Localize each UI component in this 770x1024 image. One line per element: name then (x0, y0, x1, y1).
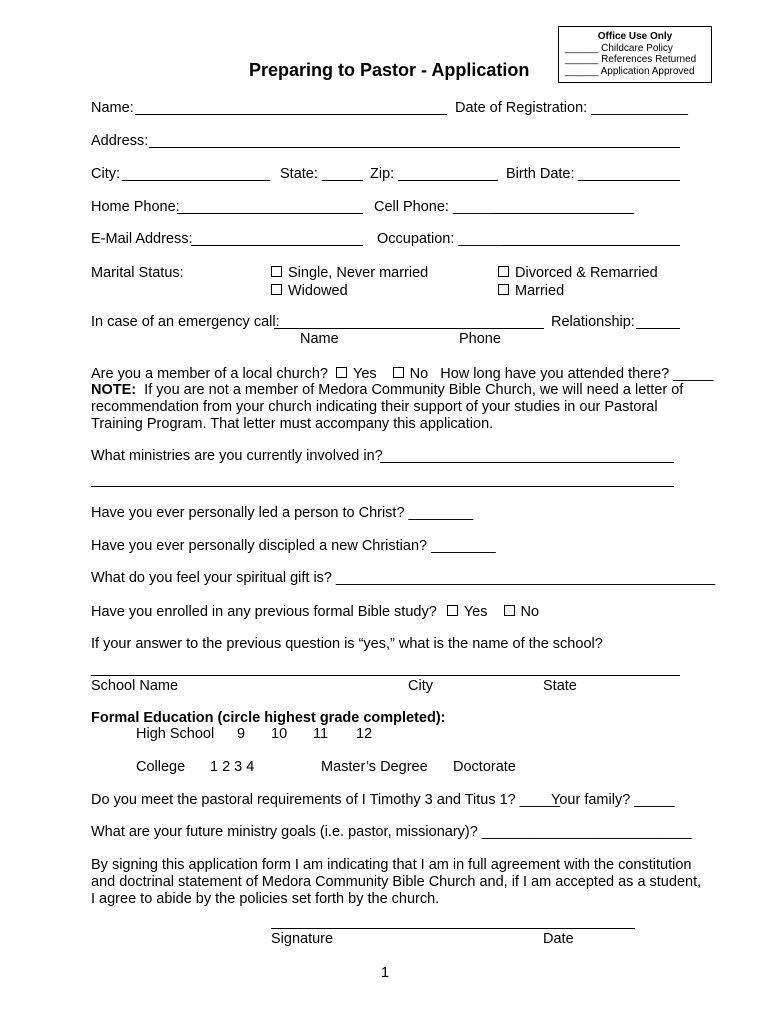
signature-caption: Signature (271, 931, 334, 947)
home-phone-label: Home Phone: (91, 199, 180, 215)
emergency-phone-caption: Phone (459, 331, 501, 347)
checkbox-yes-icon[interactable] (447, 605, 458, 616)
office-use-box (558, 26, 712, 83)
state-field[interactable] (322, 180, 363, 181)
city-field[interactable] (122, 180, 270, 181)
date-of-registration-label: Date of Registration: ____________ (455, 100, 688, 116)
agreement-line-2: and doctrinal statement of Medora Community Bible Church and, if I am accepted as a student, (91, 874, 702, 890)
page-title: Preparing to Pastor - Application (249, 60, 530, 80)
checkbox-icon[interactable] (498, 284, 509, 295)
led-question: Have you ever personally led a person to Christ? ________ (91, 505, 474, 521)
school-name-caption: School Name (91, 678, 179, 694)
attended-question: How long have you attended there? _____ (440, 366, 714, 382)
name-label: Name: (91, 100, 134, 116)
marital-option-married[interactable]: Married (498, 283, 564, 300)
marital-option-single[interactable]: Single, Never married (271, 265, 428, 282)
timothy-question: Do you meet the pastoral requirements of I Timothy 3 and Titus 1? _____ (91, 792, 561, 808)
relationship-label: Relationship: (551, 314, 635, 330)
college-label: College (136, 759, 186, 775)
cell-phone-field[interactable] (494, 213, 634, 214)
birth-date-field[interactable] (578, 180, 680, 181)
emergency-label: In case of an emergency call: (91, 314, 280, 330)
email-label: E-Mail Address: (91, 231, 193, 247)
family-question: Your family? _____ (551, 792, 675, 808)
occupation-field[interactable] (502, 245, 680, 246)
marital-option-widowed[interactable]: Widowed (271, 283, 348, 300)
grade-11[interactable]: 11 (313, 726, 329, 742)
note-line-1: NOTE: If you are not a member of Medora Community Bible Church, we will need a letter of (91, 382, 684, 398)
office-use-header: Office Use Only (597, 31, 673, 42)
grade-12[interactable]: 12 (356, 726, 373, 742)
city-label: City: (91, 166, 120, 182)
checkbox-icon[interactable] (271, 284, 282, 295)
doctorate[interactable]: Doctorate (453, 759, 516, 775)
grade-10[interactable]: 10 (271, 726, 288, 742)
college-years[interactable]: 1 2 3 4 (210, 759, 255, 775)
spiritual-gift-question: What do you feel your spiritual gift is? _______________________________________________ (91, 570, 716, 586)
office-item-approved: ______ Application Approved (565, 65, 695, 77)
school-question: If your answer to the previous question is “yes,” what is the name of the school? (91, 636, 603, 652)
church-member-question: Are you a member of a local church? Yes No How long have you attended there? _____ (91, 366, 714, 382)
home-phone-field[interactable] (177, 213, 363, 214)
school-city-caption: City (408, 678, 433, 694)
discipled-question: Have you ever personally discipled a new Christian? ________ (91, 538, 496, 554)
ministries-field-line2[interactable] (91, 486, 674, 487)
zip-field[interactable] (398, 180, 498, 181)
zip-label: Zip: (370, 166, 395, 182)
cell-phone-label: Cell Phone: ______ (374, 199, 502, 215)
checkbox-yes-icon[interactable] (336, 367, 347, 378)
school-state-caption: State (543, 678, 577, 694)
church-yes-label: Yes (352, 366, 377, 382)
state-label: State: (280, 166, 318, 182)
checkbox-icon[interactable] (498, 266, 509, 277)
emergency-contact-field[interactable] (274, 328, 544, 329)
marital-option-divorced[interactable]: Divorced & Remarried (498, 265, 658, 282)
masters-degree[interactable]: Master’s Degree (321, 759, 428, 775)
office-item-references: ______ References Returned (565, 54, 697, 65)
date-caption: Date (543, 931, 574, 947)
ministries-field[interactable] (380, 462, 674, 463)
relationship-field[interactable] (636, 328, 680, 329)
office-item-childcare: ______ Childcare Policy (565, 42, 673, 54)
agreement-line-3: I agree to abide by the policies set forth by the church. (91, 891, 440, 907)
address-label: Address: (91, 133, 149, 149)
checkbox-no-icon[interactable] (504, 605, 515, 616)
education-heading: Formal Education (circle highest grade completed): (91, 710, 446, 726)
school-field[interactable] (91, 675, 680, 676)
marital-status-label: Marital Status: (91, 265, 184, 281)
page-number: 1 (381, 965, 390, 981)
note-line-3: Training Program. That letter must accompany this application. (91, 416, 494, 432)
goals-question: What are your future ministry goals (i.e. pastor, missionary)? __________________________ (91, 824, 692, 840)
signature-field[interactable] (271, 928, 635, 929)
occupation-label: Occupation: ______ (377, 231, 507, 247)
emergency-name-caption: Name (300, 331, 339, 347)
checkbox-icon[interactable] (271, 266, 282, 277)
name-field[interactable] (135, 114, 447, 115)
ministries-question: What ministries are you currently involved in? (91, 448, 383, 464)
grade-9[interactable]: 9 (237, 726, 246, 742)
church-no-label: No (409, 366, 429, 382)
high-school-label: High School (136, 726, 215, 742)
email-field[interactable] (191, 245, 363, 246)
birth-date-label: Birth Date: (506, 166, 575, 182)
bible-study-question: Have you enrolled in any previous formal Bible study? Yes No (91, 604, 540, 620)
checkbox-no-icon[interactable] (393, 367, 404, 378)
address-field[interactable] (149, 147, 680, 148)
note-line-2: recommendation from your church indicating their support of your studies in our Pastoral (91, 399, 658, 415)
agreement-line-1: By signing this application form I am indicating that I am in full agreement with the constitution (91, 857, 692, 873)
